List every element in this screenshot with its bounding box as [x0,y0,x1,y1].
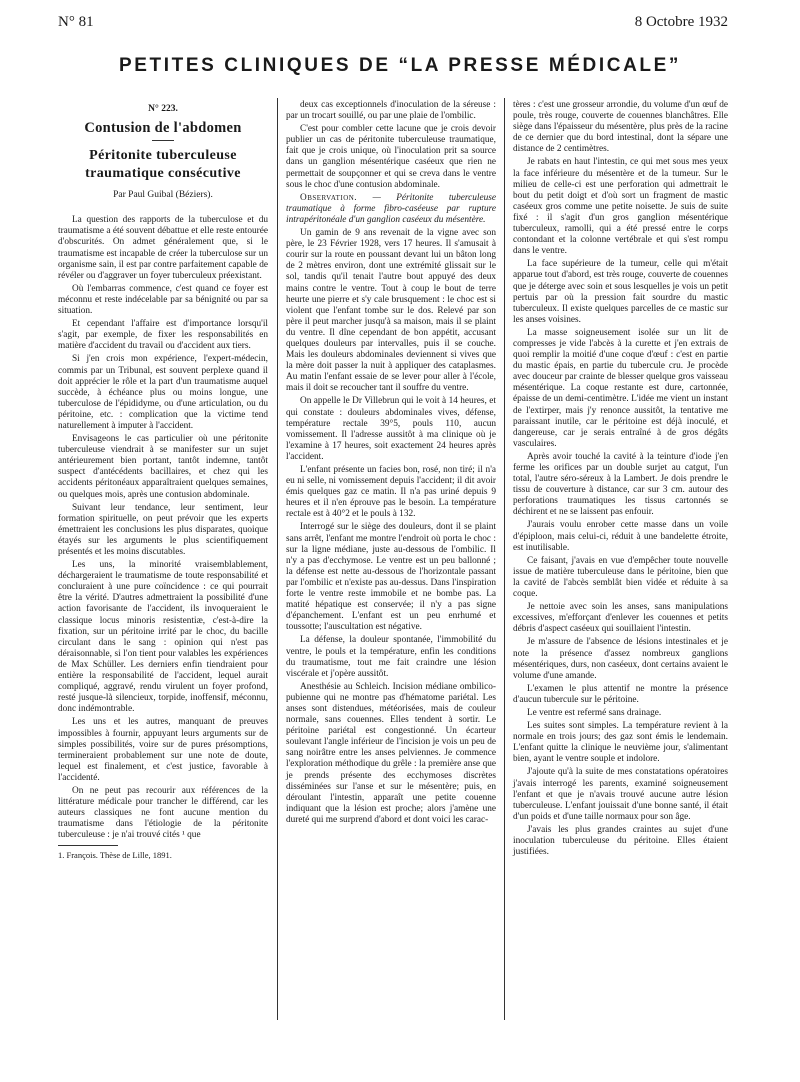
paragraph: La face supérieure de la tumeur, celle qui m'était apparue tout d'abord, est très rouge, couverte de couennes que je déterge avec soin et sous lesquelles je vois un petit pertuis par où la pression fait sourdre du mastic tuberculeux. Il existe quelques parcelles de ce mastic sur les anses voisines. [513,259,728,325]
paragraph: Interrogé sur le siège des douleurs, dont il se plaint sans arrêt, l'enfant me montre l'endroit où porta le choc : sur la ligne médiane, juste au-dessous de l'ombilic. Il n'y a pas d'ecchymose. Le ventre est un peu ballonné ; la défense est nette au-dessous de l'horizontale passant par l'ombilic et n'existe pas au-dessus. Dans l'inspiration forte le ventre reste immobile et ne bombe pas. La matité hépatique est conservée; il n'y a pas signe d'épanchement. L'enfant est un peu enrhumé et toussotte; l'auscultation est négative. [286,522,496,633]
paragraph: Je rabats en haut l'intestin, ce qui met sous mes yeux la face inférieure du mésentère et de la tumeur. Sur le milieu de celle-ci est une perforation qui admettrait le bout du petit doigt et d'où sort un fragment de mastic caséeux gros comme une petite noisette. Je suis de suite fixé : il s'agit d'un gros ganglion mésentérique tuberculeux, ramolli, qui a été pressé entre le corps contondant et la colonne vertébrale et qui s'est rompu dans le ventre. [513,157,728,257]
footnote: 1. François. Thèse de Lille, 1891. [58,850,172,861]
paragraph: J'aurais voulu enrober cette masse dans un voile d'épiploon, mais celui-ci, réduit à une bandelette étroite, est inutilisable. [513,520,728,553]
paragraph: La défense, la douleur spontanée, l'immobilité du ventre, le pouls et la température, enfin les conditions du traumatisme, tout me fait craindre une lésion viscérale et j'opère aussitôt. [286,635,496,679]
paragraph: Je nettoie avec soin les anses, sans manipulations excessives, m'efforçant d'enlever les couennes et petits débris d'aspect caséeux qui souillaient l'intestin. [513,602,728,635]
article-subtitle: Péritonite tuberculeuse traumatique consécutive [85,148,241,182]
paragraph: La masse soigneusement isolée sur un lit de compresses je vide l'abcès à la curette et j'en extrais de quoi remplir la moitié d'une coque d'œuf : c'est en partie du mastic épais, en partie du tubercule cru. Je procède avec douceur par crainte de blesser quelque gros vaisseau mésentérique. La coque restante est dure, cartonnée, épaisse de un demi-centimètre. L'idée me vient un instant de l'extirper, mais j'y renonce aussitôt, la tentative me paraissant inutile, car le péritoine est déjà inoculé, et dangereuse, car je serais entraîné à de gros dégâts vasculaires. [513,327,728,449]
title-rule [152,140,174,141]
paragraph: Et cependant l'affaire est d'importance lorsqu'il s'agit, par exemple, de fixer les responsabilités en matière d'accident du travail ou d'accident aux tiers. [58,319,268,352]
issue-number: N° 81 [58,14,94,30]
paragraph: La question des rapports de la tuberculose et du traumatisme a été souvent débattue et elle reste entourée d'obscurités. On admet généralement que, si le traumatisme est incapable de créer la tuberculose sur un organisme sain, il est par contre parfaitement capable de révéler ou d'aggraver un foyer tuberculeux préexistant. [58,215,268,281]
article-title: Contusion de l'abdomen [84,120,242,137]
paragraph: Le ventre est refermé sans drainage. [527,707,662,718]
issue-date: 8 Octobre 1932 [634,14,728,30]
observation-heading [286,193,496,226]
paragraph: Où l'embarras commence, c'est quand ce foyer est méconnu et reste indécelable par sa bénignité ou par sa situation. [58,283,268,317]
column-divider-1 [277,98,278,1020]
column-1 [58,100,268,864]
paragraph: Anesthésie au Schleich. Incision médiane ombilico-pubienne qui ne montre pas d'hématome pariétal. Les anses sont distendues, météorisées, mais de couleur normale, sans couennes. Elles tendent à sortir. Le péritoine pariétal est congestionné. Un écarteur soulevant l'angle inférieur de l'incision je vois un peu de sang noirâtre entre les anses pelviennes. Je commence l'exploration méthodique du grêle : la première anse que je prends présente des ecchymoses discrètes disséminées sur l'anse et sur le mésentère; puis, en déroulant l'intestin, apparaît une petite couenne indiquant que la lésion est proche; alors j'amène une dureté qui me surprend d'abord et dont voici les carac- [286,681,496,825]
column-2 [286,100,496,828]
paragraph: On ne peut pas recourir aux références de la littérature médicale pour trancher le différend, car les auteurs classiques ne font aucune mention du traumatisme dans l'étiologie de la péritonite tuberculeuse : je n'ai trouvé cités ¹ que [58,785,268,841]
paragraph: Je m'assure de l'absence de lésions intestinales et je note la présence d'assez nombreux ganglions mésentériques, durs, non caséeux, dont certains avaient le volume d'une amande. [513,637,728,681]
paragraph: Un gamin de 9 ans revenait de la vigne avec son père, le 23 Février 1928, vers 17 heures. Il s'amusait à courir sur la route en poussant devant lui un bâton long de 2 mètres environ, dont une extrémité glissait sur le sol, tandis qu'il tenait l'autre bout appuyé des deux mains contre le ventre. Tout à coup le bout de terre heurte une pierre et s'y cale brusquement : le choc est si violent que l'enfant tombe sur le dos. Relevé par son père il peut marcher jusqu'à sa maison, mais il se plaint du ventre. Il dîne cependant de bon appétit, accusant quelques douleurs par intervalles, puis il se couche. Mais les douleurs abdominales deviennent si vives que la mère doit passer la nuit à appliquer des cataplasmes. Au matin l'enfant essaie de se lever pour aller à l'école, mais il doit se recoucher tant il souffre du ventre. [286,228,496,394]
paragraph: C'est pour combler cette lacune que je crois devoir publier un cas de péritonite tuberculeuse traumatique, fait que je crois unique, où l'inoculation prit sa source dans un ganglion mésentérique caséeux que rien ne permettait de soupçonner et qui se creva dans le ventre sous le choc d'une contusion abdominale. [286,124,496,190]
column-3 [513,100,728,860]
column-divider-2 [504,98,505,1020]
paragraph: deux cas exceptionnels d'inoculation de la séreuse : par un trocart souillé, ou par une plaie de l'ombilic. [286,100,496,122]
paragraph: Les uns, la minorité vraisemblablement, déchargeraient le traumatisme de toute responsabilité et concluraient à une pure coïncidence : ce qui pourrait être la vérité. D'autres admettraient la possibilité d'une action favorisante de l'accident, ils invoqueraient le classique locus minoris resistentiæ, c'est-à-dire la fixation, sur un péritoine irrité par le choc, du bacille circulant dans le sang : opinion qui n'est pas déraisonnable, si l'on tient pour valables les expériences de Max Schüller. Les derniers enfin tiendraient pour entière la responsabilité de l'accident, lequel aurait compliqué, aggravé, rendu virulent un foyer profond, resté jusque-là silencieux, torpide, inoffensif, méconnu, donc indémontrable. [58,560,268,715]
paragraph: tères : c'est une grosseur arrondie, du volume d'un œuf de poule, très rouge, couverte de couennes blanchâtres. Elle siège dans l'épaisseur du mésentère, plus près de la racine de ce dernier que du bord intestinal, dont la sépare une distance de 2 centimètres. [513,100,728,155]
paragraph: L'enfant présente un facies bon, rosé, non tiré; il n'a eu ni selle, ni vomissement depuis l'accident; il dit avoir émis quelques gaz ce matin. Il n'a pas uriné depuis 9 heures et il n'en éprouve pas le besoin. La température rectale est à 40°2 et le pouls à 132. [286,465,496,520]
paragraph: Les suites sont simples. La température revient à la normale en trois jours; des gaz sont émis le lendemain. L'enfant quitte la clinique le neuvième jour, s'alimentant bien, ayant le ventre souple et indolore. [513,721,728,765]
observation-label: Observation. [300,192,358,203]
paragraph: J'ajoute qu'à la suite de mes constatations opératoires j'avais interrogé les parents, examiné soigneusement l'enfant et que je n'avais trouvé aucune autre lésion tuberculeuse. L'enfant jouissait d'une bonne santé, il était d'un poids et d'une taille normaux pour son âge. [513,767,728,822]
paragraph: Après avoir touché la cavité à la teinture d'iode j'en ferme les orifices par un double surjet au catgut, l'un total, l'autre séro-séreux à la Lambert. Je dois prendre le tissu de couverture à distance, car sur 3 cm. autour des perforations traumatiques les tissus cartonnés se déchirent et ne se laissent pas enfouir. [513,451,728,518]
observation-text: — Péritonite tuberculeuse traumatique à forme fibro-caséeuse par rupture intrapéritonéale d'un ganglion caséeux du mésentère. [286,192,496,225]
paragraph: Les uns et les autres, manquant de preuves impossibles à fournir, appuyant leurs arguments sur de simples possibilités, voire sur de pures présomptions, termineraient probablement sur une note de doute, lequel est finalement, et c'est justice, favorable à l'accidenté. [58,717,268,783]
paragraph: Suivant leur tendance, leur sentiment, leur formation spirituelle, on peut prévoir que les experts émettraient les conclusions les plus disparates, quoique étayés sur les arguments le plus scientifiquement présentés et les moins discutables. [58,502,268,557]
paragraph: Si j'en crois mon expérience, l'expert-médecin, commis par un Tribunal, est souvent perplexe quand il doit apprécier le rôle et la part d'un traumatisme auquel succède, à échéance plus ou moins longue, une tuberculose de l'épididyme, ou d'une articulation, ou du péritoine, etc. : complication que la victime tend naturellement à imputer à l'accident. [58,354,268,431]
paragraph: J'avais les plus grandes craintes au sujet d'une inoculation tuberculeuse du péritoine. Elles étaient justifiées. [513,824,728,858]
paragraph: Ce faisant, j'avais en vue d'empêcher toute nouvelle issue de matière tuberculeuse dans le péritoine, bien que la cavité de l'abcès semblât bien vidée et réduite à sa coque. [513,555,728,600]
footnote-rule [58,845,118,846]
article-author: Par Paul Guibal (Béziers). [113,190,213,201]
paragraph: L'examen le plus attentif ne montre la présence d'aucun tubercule sur le péritoine. [513,683,728,705]
paragraph: On appelle le Dr Villebrun qui le voit à 14 heures, et qui constate : douleurs abdominales vives, défense, température rectale 39°5, pouls 110, aucun vomissement. Il l'adresse aussitôt à ma clinique où je l'examine à 17 heures, soit exactement 24 heures après l'accident. [286,396,496,462]
article-number: N° 223. [148,104,178,114]
page-header [58,14,728,36]
paragraph: Envisageons le cas particulier où une péritonite tuberculeuse viendrait à se manifester sur un sujet antérieurement bien portant, tantôt indemne, tantôt suspect d'antécédents bacillaires, et chez qui les accidents péritonéaux apparaîtraient quelques semaines, ou quelques mois, après une contusion abdominale. [58,434,268,500]
masthead: PETITES CLINIQUES DE “LA PRESSE MÉDICALE” [119,55,681,76]
